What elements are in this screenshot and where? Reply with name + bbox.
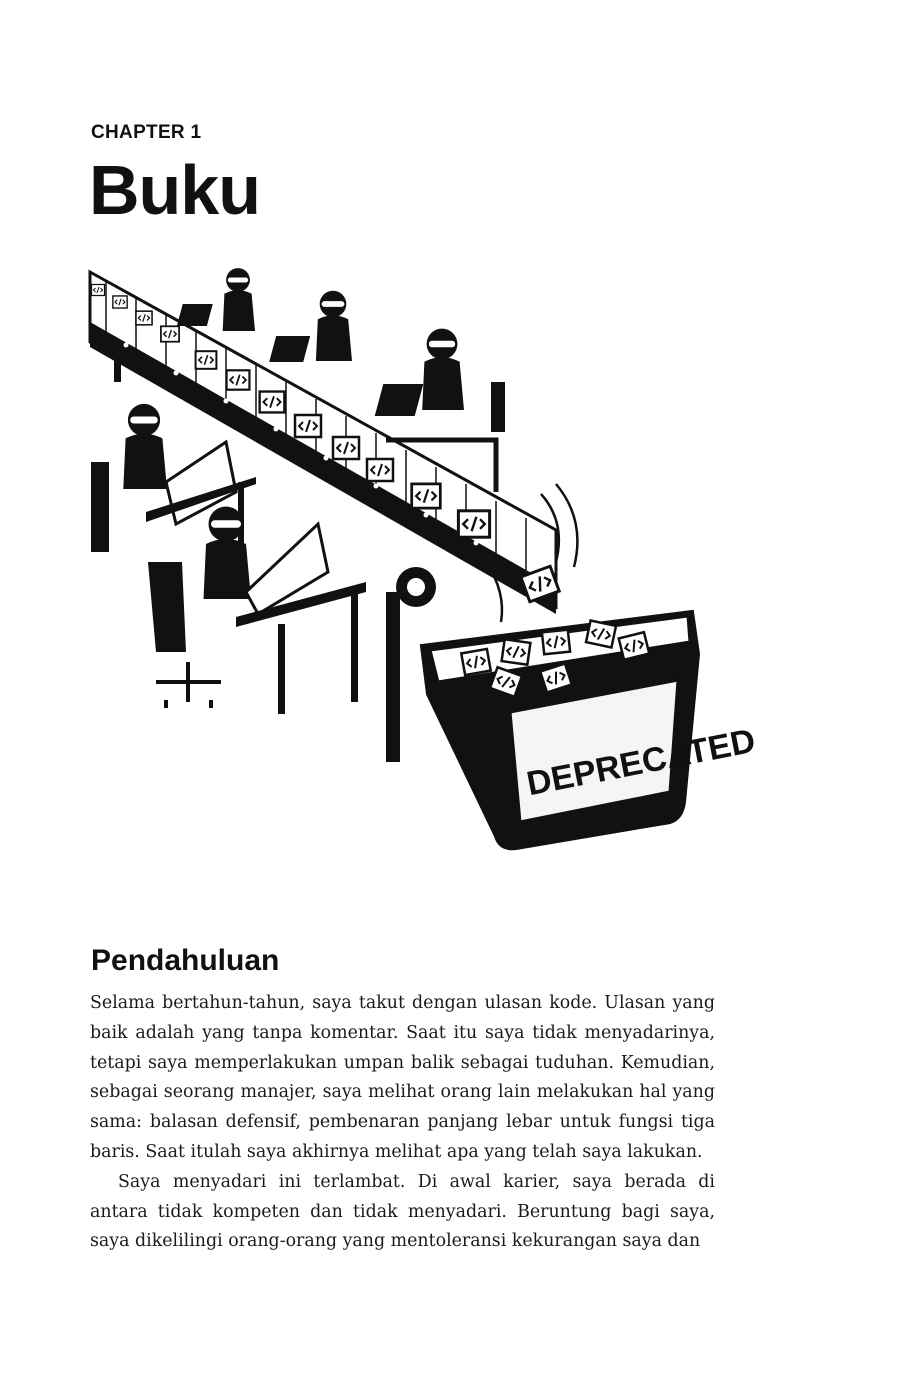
chapter-label: CHAPTER 1 (91, 122, 202, 143)
section-heading: Pendahuluan (91, 944, 280, 977)
paragraph: Saya menyadari ini terlambat. Di awal karier, saya berada di antara tidak kompeten dan tidak menyadari. Beruntung bagi saya, saya dikelilingi orang-orang yang mentoleransi kekurangan saya dan (90, 1171, 715, 1252)
chapter-title: Buku (89, 151, 260, 229)
deprecated-bin (422, 612, 758, 848)
bin-label: DEPRECATED (523, 721, 759, 804)
paragraph: Selama bertahun-tahun, saya takut dengan ulasan kode. Ulasan yang baik adalah yang tanpa komentar. Saat itu saya tidak menyadarinya, tetapi saya memperlakukan umpan balik sebagai tuduhan. Kemudian, sebagai seorang manajer, saya melihat orang lain melakukan hal yang sama: balasan defensif, pembenaran panjang lebar untuk fungsi tiga baris. Saat itulah saya akhirnya melihat apa yang telah saya lakukan. (90, 993, 715, 1162)
body-text (90, 989, 715, 1257)
conveyor-belt-illustration (86, 262, 759, 862)
